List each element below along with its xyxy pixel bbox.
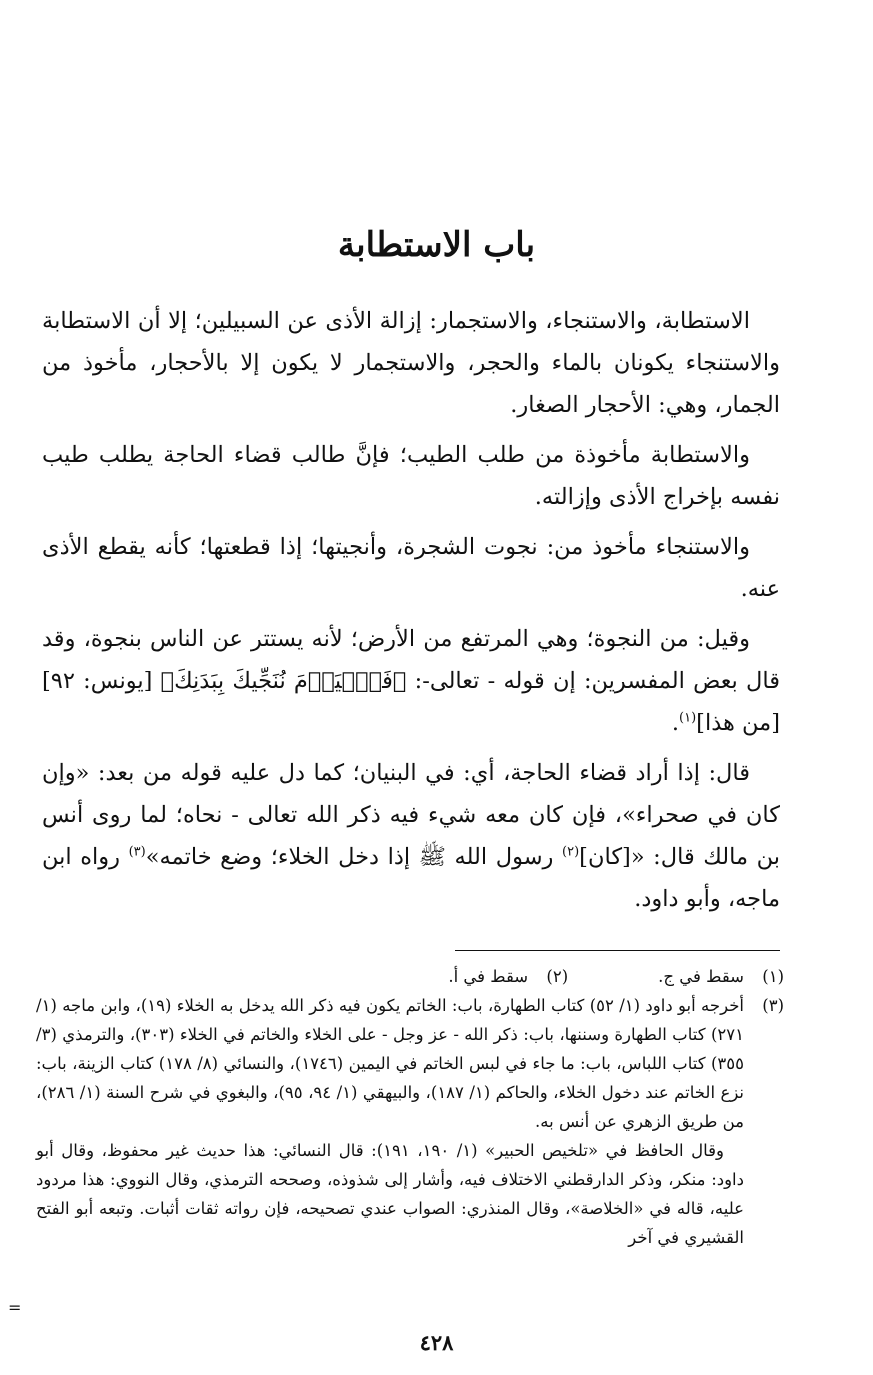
footnote-text-1: سقط في ج. — [658, 967, 744, 986]
page-number: ٤٢٨ — [419, 1330, 454, 1355]
footnote-ref-2[interactable]: (٢) — [562, 844, 580, 860]
footnote-ref-3[interactable]: (٣) — [128, 844, 146, 860]
main-text — [42, 300, 780, 928]
footnote-number-1: (١) — [762, 967, 784, 986]
paragraph-1: الاستطابة، والاستنجاء، والاستجمار: إزالة الأذى عن السبيلين؛ إلا أن الاستطابة والاستنجاء يكونان بالماء والحجر، والاستجمار لا يكون إلا بالأحجار، مأخوذ من الجمار، وهي: الأحجار الصغار. — [42, 308, 780, 418]
footnote-text-3 — [36, 991, 744, 1252]
paragraph-5-text-a: قال: إذا أراد قضاء الحاجة، أي: في البنيان؛ كما دل عليه قوله من بعد: «وإن كان في صحراء»، فإن كان معه شيء فيه ذكر الله تعالى - نحاه؛ لما روى أنس بن مالك قال: «[كان] — [42, 760, 781, 870]
footnote-row-1-2 — [36, 962, 784, 991]
footnote-number-2: (٢) — [546, 967, 569, 986]
paragraph-5-text-b: رسول الله ﷺ إذا دخل الخلاء؛ وضع خاتمه» — [145, 844, 563, 870]
continuation-mark: = — [8, 1298, 22, 1317]
footnote-ref-1[interactable]: (١) — [679, 710, 697, 726]
paragraph-4-end: . — [671, 710, 680, 736]
footnote-row-3 — [36, 991, 784, 1252]
paragraph-4 — [42, 618, 780, 744]
footnotes — [36, 962, 784, 1252]
paragraph-3: والاستنجاء مأخوذ من: نجوت الشجرة، وأنجيتها؛ إذا قطعتها؛ كأنه يقطع الأذى عنه. — [42, 534, 780, 602]
chapter-title: باب الاستطابة — [337, 225, 536, 265]
paragraph-5 — [42, 752, 780, 920]
footnote-3-para-2: وقال الحافظ في «تلخيص الحبير» (١/ ١٩٠، ١٩١): قال النسائي: هذا حديث غير محفوظ، وقال أبو داود: منكر، وذكر الدارقطني الاختلاف فيه، وأشار إلى شذوذه، وصححه الترمذي، وقال النووي: هذا مردود عليه، قاله في «الخلاصة»، وقال المنذري: الصواب عندي تصحيحه، فإن رواته ثقات أثبات. وتبعه أبو الفتح القشيري في آخر — [36, 1141, 744, 1247]
paragraph-4-text: وقيل: من النجوة؛ وهي المرتفع من الأرض؛ لأنه يستتر عن الناس بنجوة، وقد قال بعض المفسرين: إن قوله - تعالى-: ﴿فَٱلۡيَوۡمَ نُنَجِّيكَ بِبَدَنِكَ﴾ [يونس: ٩٢] [من هذا] — [42, 626, 780, 736]
footnote-number-3: (٣) — [762, 996, 784, 1015]
paragraph-5-text-c: رواه ابن ماجه، وأبو داود. — [42, 844, 780, 912]
footnote-separator — [455, 950, 780, 951]
footnote-text-2: سقط في أ. — [448, 967, 529, 986]
paragraph-2: والاستطابة مأخوذة من طلب الطيب؛ فإنَّ طالب قضاء الحاجة يطلب طيب نفسه بإخراج الأذى وإزالته. — [42, 442, 780, 510]
footnote-3-para-1: أخرجه أبو داود (١/ ٥٢) كتاب الطهارة، باب: الخاتم يكون فيه ذكر الله يدخل به الخلاء (١٩)، وابن ماجه (١/ ٢٧١) كتاب الطهارة وسننها، باب: ذكر الله - عز وجل - على الخلاء والخاتم في الخلاء (٣٠٣)، والترمذي (٣/ ٣٥٥) كتاب اللباس، باب: ما جاء في لبس الخاتم في اليمين (١٧٤٦)، والنسائي (٨/ ١٧٨) كتاب الزينة، باب: نزع الخاتم عند دخول الخلاء، والحاكم (١/ ١٨٧)، والبيهقي (١/ ٩٤، ٩٥)، والبغوي في شرح السنة (١/ ٢٨٦)، من طريق الزهري عن أنس به. — [36, 996, 745, 1131]
